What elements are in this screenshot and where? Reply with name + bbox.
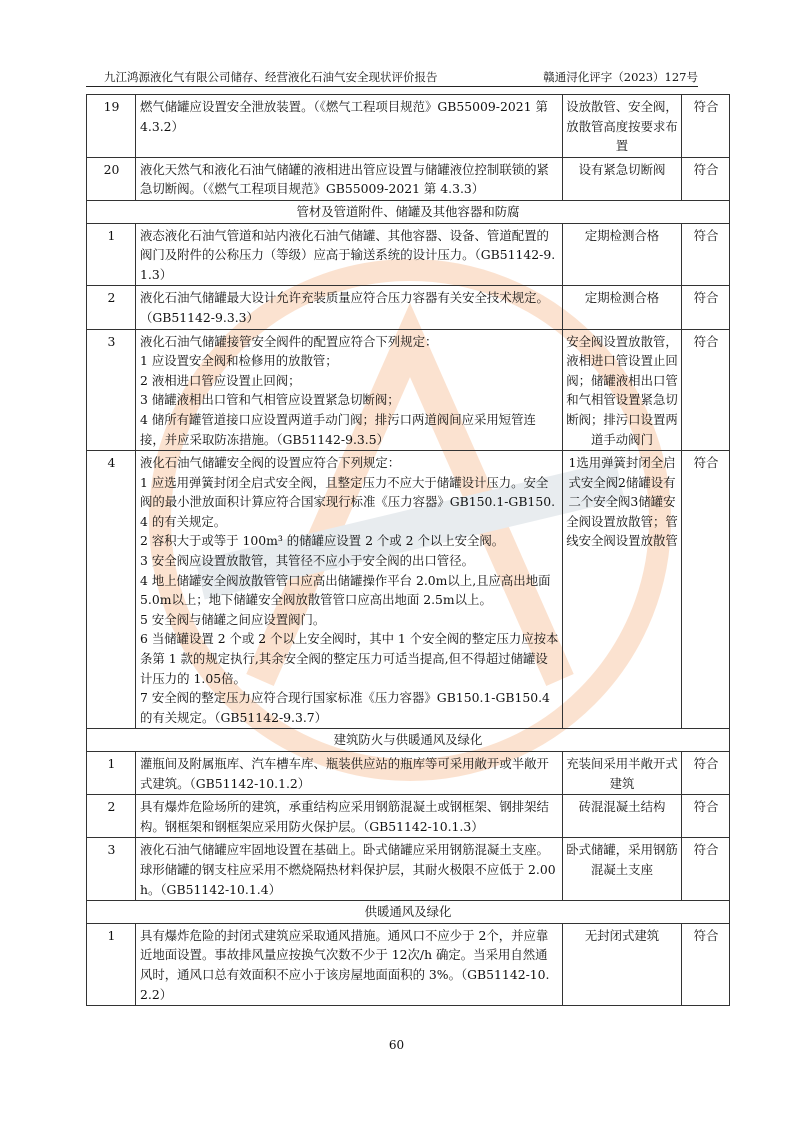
table-row — [87, 329, 730, 451]
item-number: 1 — [87, 223, 136, 286]
requirement-clause: 液化石油气储罐接管安全阀件的配置应符合下列规定： — [140, 333, 438, 349]
table-row — [87, 451, 730, 729]
conformity-result: 符合 — [682, 923, 730, 1005]
header-report-number: 赣通浔化评字（2023）127号 — [543, 70, 698, 84]
requirement-cell — [136, 223, 563, 286]
section-title: 建筑防火与供暖通风及绿化 — [87, 729, 730, 752]
requirement-cell — [136, 95, 563, 158]
table-row — [87, 286, 730, 329]
table-row — [87, 838, 730, 901]
item-number: 1 — [87, 752, 136, 795]
requirement-clause: 1 应设置安全阀和检修用的放散管； — [140, 353, 338, 369]
item-number: 2 — [87, 795, 136, 838]
item-number: 4 — [87, 451, 136, 729]
conformity-result: 符合 — [682, 795, 730, 838]
requirement-clause: 液化石油气储罐安全阀的设置应符合下列规定： — [140, 455, 401, 471]
actual-condition: 定期检测合格 — [563, 223, 682, 286]
requirement-clause: 3 储罐液相出口管和气相管应设置紧急切断阀； — [140, 392, 400, 408]
item-number: 20 — [87, 157, 136, 200]
requirement-clause: 2 容积大于或等于 100m³ 的储罐应设置 2 个或 2 个以上安全阀。 — [140, 533, 505, 549]
requirement-cell — [136, 752, 563, 795]
table-row — [87, 157, 730, 200]
requirement-cell — [136, 838, 563, 901]
table-row — [87, 95, 730, 158]
page-number: 60 — [388, 1038, 405, 1052]
conformity-result: 符合 — [682, 838, 730, 901]
section-title: 供暖通风及绿化 — [87, 901, 730, 924]
requirement-clause: 液化天然气和液化石油气储罐的液相进出管应设置与储罐液位控制联锁的紧急切断阀。（《燃气工程项目规范》GB55009-2021 第 4.3.3） — [140, 161, 549, 197]
item-number: 1 — [87, 923, 136, 1005]
actual-condition: 卧式储罐，采用钢筋混凝土支座 — [563, 838, 682, 901]
actual-condition: 充装间采用半敞开式建筑 — [563, 752, 682, 795]
requirement-clause: 6 当储罐设置 2 个或 2 个以上安全阀时，其中 1 个安全阀的整定压力应按本条第 1 款的规定执行,其余安全阀的整定压力可适当提高,但不得超过储罐设计压力的 1.05倍。 — [140, 631, 559, 686]
conformity-result: 符合 — [682, 223, 730, 286]
conformity-result: 符合 — [682, 752, 730, 795]
actual-condition: 无封闭式建筑 — [563, 923, 682, 1005]
requirement-clause: 灌瓶间及附属瓶库、汽车槽车库、瓶装供应站的瓶库等可采用敞开或半敞开式建筑。（GB51142-10.1.2） — [140, 756, 549, 791]
section-header-row — [87, 901, 730, 924]
requirement-clause: 7 安全阀的整定压力应符合现行国家标准《压力容器》GB150.1-GB150.4 的有关规定。（GB51142-9.3.7） — [140, 690, 550, 725]
table-row — [87, 223, 730, 286]
page-header — [86, 69, 698, 85]
requirement-clause: 3 安全阀应设置放散管，其管径不应小于安全阀的出口管径。 — [140, 553, 474, 569]
section-title: 管材及管道附件、储罐及其他容器和防腐 — [87, 200, 730, 223]
header-report-title: 九江鸿源液化气有限公司储存、经营液化石油气安全现状评价报告 — [104, 70, 438, 84]
requirement-cell — [136, 157, 563, 200]
actual-condition: 1选用弹簧封闭全启式安全阀2储罐设有二个安全阀3储罐安全阀设置放散管；管线安全阀设置放散管 — [563, 451, 682, 729]
table-row — [87, 795, 730, 838]
conformity-result: 符合 — [682, 329, 730, 451]
evaluation-checklist-table — [86, 94, 730, 1006]
actual-condition: 砖混混凝土结构 — [563, 795, 682, 838]
section-header-row — [87, 729, 730, 752]
requirement-clause: 4 储所有罐管道接口应设置两道手动门阀；排污口两道阀间应采用短管连接，并应采取防冻措施。（GB51142-9.3.5） — [140, 411, 536, 447]
actual-condition: 安全阀设置放散管，液相进口管设置止回阀；储罐液相出口管和气相管设置紧急切断阀；排污口设置两道手动阀门 — [563, 329, 682, 451]
section-header-row — [87, 200, 730, 223]
requirement-clause: 4 地上储罐安全阀放散管管口应高出储罐操作平台 2.0m以上,且应高出地面 5.0m以上；地下储罐安全阀放散管管口应高出地面 2.5m以上。 — [140, 572, 551, 608]
requirement-clause: 液化石油气储罐应牢固地设置在基础上。卧式储罐应采用钢筋混凝土支座。球形储罐的钢支柱应采用不燃烧隔热材料保护层，其耐火极限不应低于 2.00h。（GB51142-10.1.4） — [140, 842, 556, 897]
requirement-cell — [136, 286, 563, 329]
requirement-clause: 液态液化石油气管道和站内液化石油气储罐、其他容器、设备、管道配置的阀门及附件的公称压力（等级）应高于输送系统的设计压力。（GB51142-9.1.3） — [140, 227, 556, 282]
requirement-cell — [136, 923, 563, 1005]
requirement-cell — [136, 451, 563, 729]
table-row — [87, 752, 730, 795]
requirement-clause: 5 安全阀与储罐之间应设置阀门。 — [140, 611, 326, 627]
actual-condition: 设放散管、安全阀，放散管高度按要求布置 — [563, 95, 682, 158]
actual-condition: 设有紧急切断阀 — [563, 157, 682, 200]
table-row — [87, 923, 730, 1005]
actual-condition: 定期检测合格 — [563, 286, 682, 329]
requirement-clause: 具有爆炸危险的封闭式建筑应采取通风措施。通风口不应少于 2个，并应靠近地面设置。事故排风量应按换气次数不少于 12次/h 确定。当采用自然通风时，通风口总有效面积不应小于该房屋地面面积的 3%。（GB51142-10.2.2） — [140, 927, 550, 1002]
requirement-clause: 液化石油气储罐最大设计允许充装质量应符合压力容器有关安全技术规定。（GB51142-9.3.3） — [140, 290, 549, 325]
conformity-result: 符合 — [682, 157, 730, 200]
requirement-clause: 1 应选用弹簧封闭全启式安全阀，且整定压力不应大于储罐设计压力。安全阀的最小泄放面积计算应符合国家现行标准《压力容器》GB150.1-GB150.4 的有关规定。 — [140, 474, 556, 529]
requirement-cell — [136, 795, 563, 838]
item-number: 3 — [87, 329, 136, 451]
requirement-cell — [136, 329, 563, 451]
conformity-result: 符合 — [682, 286, 730, 329]
item-number: 3 — [87, 838, 136, 901]
conformity-result: 符合 — [682, 95, 730, 158]
conformity-result: 符合 — [682, 451, 730, 729]
requirement-clause: 具有爆炸危险场所的建筑，承重结构应采用钢筋混凝土或钢框架、钢排架结构。钢框架和钢框架应采用防火保护层。（GB51142-10.1.3） — [140, 799, 549, 834]
requirement-clause: 燃气储罐应设置安全泄放装置。（《燃气工程项目规范》GB55009-2021 第 4.3.2） — [140, 99, 548, 134]
header-rule — [86, 86, 698, 87]
item-number: 19 — [87, 95, 136, 158]
requirement-clause: 2 液相进口管应设置止回阀； — [140, 372, 301, 388]
item-number: 2 — [87, 286, 136, 329]
